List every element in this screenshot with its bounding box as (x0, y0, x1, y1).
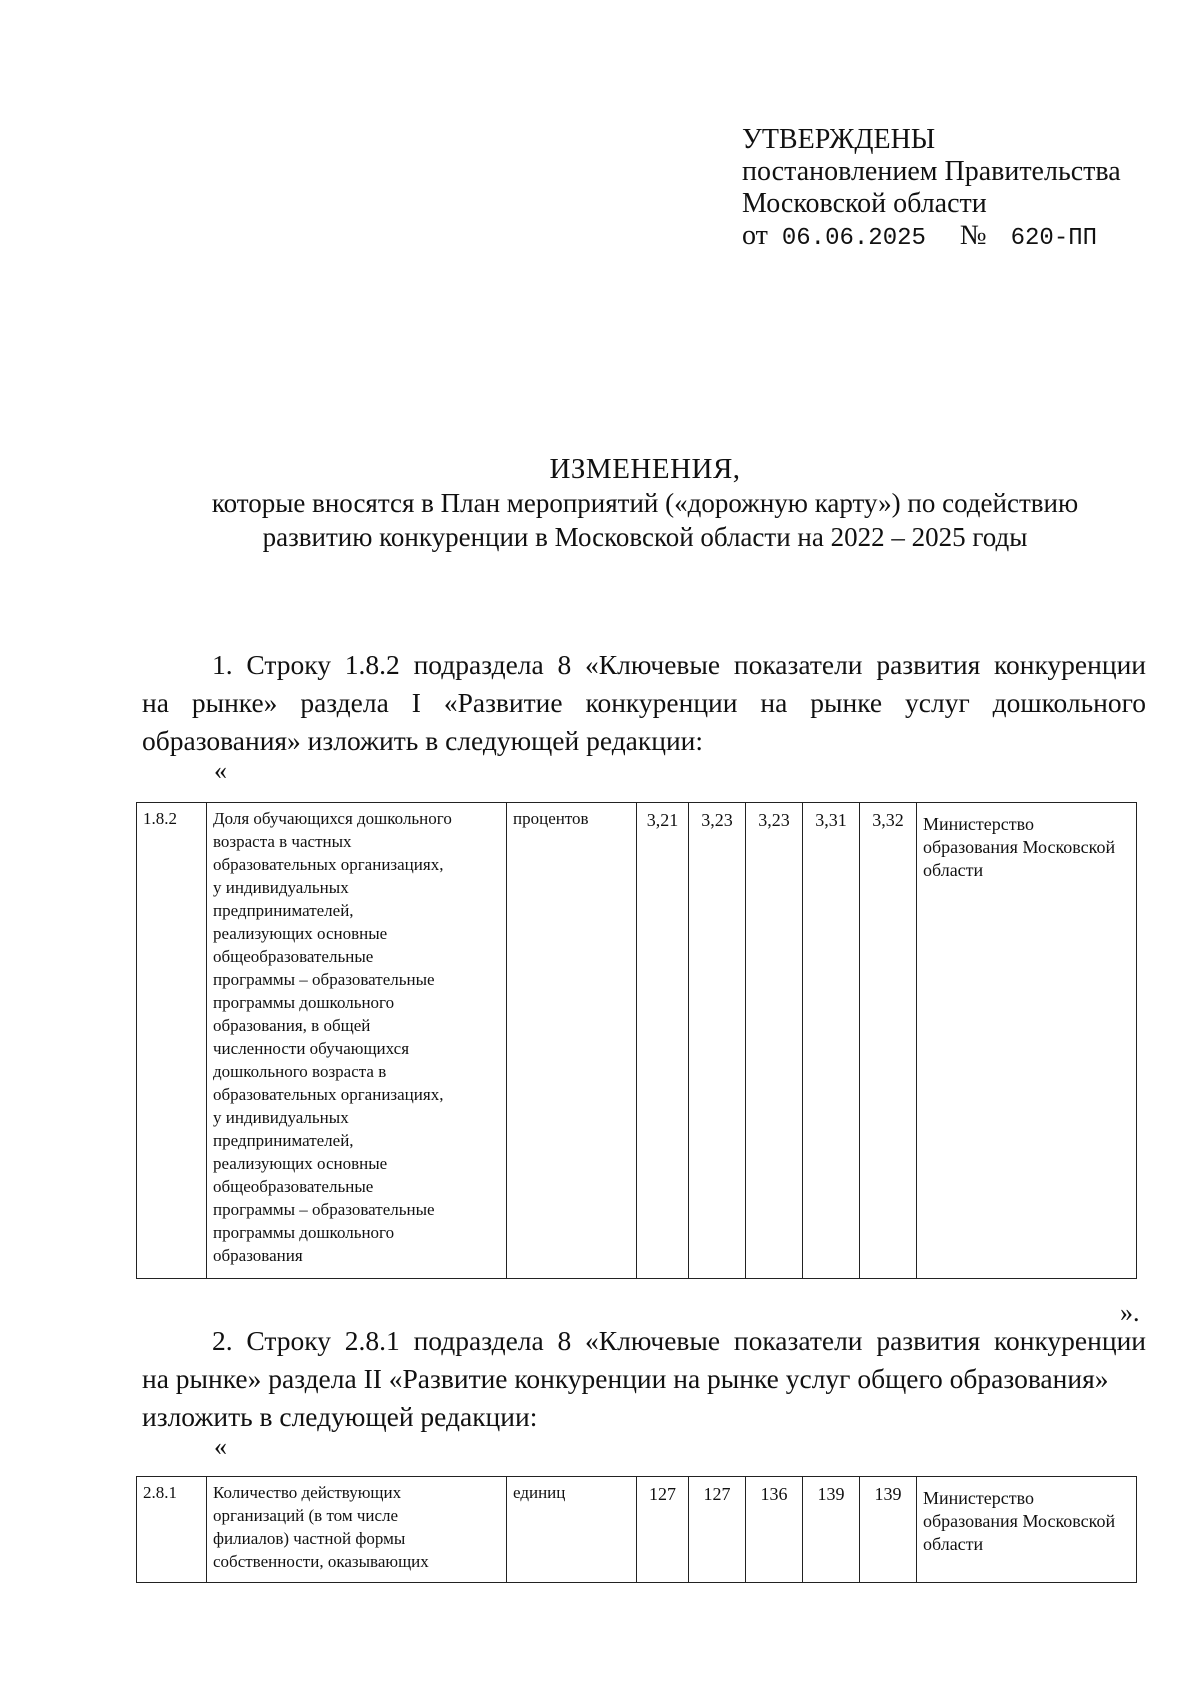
description-line: собственности, оказывающих (213, 1552, 429, 1571)
item2-line-2: на рынке» раздела II «Развитие конкуренции на рынке услуг общего образования» (142, 1363, 1109, 1394)
approval-date-line (742, 220, 1121, 255)
item1-quote-open: « (214, 756, 227, 785)
number-sign: № (959, 220, 987, 251)
title-line-1: которые вносятся в План мероприятий («дорожную карту») по содействию (211, 488, 1079, 518)
document-title (130, 452, 1160, 554)
description-line: у индивидуальных (213, 878, 349, 897)
item2-table-row (137, 1477, 1137, 1583)
description-line: программы дошкольного (213, 993, 395, 1012)
description-line: общеобразовательные (213, 947, 374, 966)
approval-block (742, 124, 1121, 255)
description-line: программы – образовательные (213, 1200, 435, 1219)
approval-word: УТВЕРЖДЕНЫ (742, 124, 936, 155)
item1-paragraph (142, 646, 1146, 760)
row-value-1: 3,21 (637, 803, 689, 1279)
row-value-2: 3,23 (689, 803, 746, 1279)
row-value-5: 139 (860, 1477, 917, 1583)
item1-quote-close: ». (1120, 1298, 1140, 1327)
description-line: реализующих основные (213, 924, 388, 943)
description-lines (213, 807, 500, 1267)
description-line: образования, в общей (213, 1016, 371, 1035)
description-lines (213, 1481, 500, 1573)
row-description (207, 1477, 507, 1583)
item1-line-2: на рынке» раздела I «Развитие конкуренции на рынке услуг дошкольного (142, 687, 1146, 718)
date-prefix: от (742, 220, 768, 251)
row-unit: единиц (507, 1477, 637, 1583)
description-line: у индивидуальных (213, 1108, 349, 1127)
approval-line-2: Московской области (742, 188, 987, 219)
description-line: программы дошкольного (213, 1223, 395, 1242)
row-value-4: 3,31 (803, 803, 860, 1279)
item2-line-3: изложить в следующей редакции: (142, 1401, 538, 1432)
description-line: численности обучающихся (213, 1039, 410, 1058)
description-line: программы – образовательные (213, 970, 435, 989)
row-value-1: 127 (637, 1477, 689, 1583)
description-line: возраста в частных (213, 832, 352, 851)
title-heading: ИЗМЕНЕНИЯ, (549, 453, 741, 485)
description-line: образовательных организациях, (213, 855, 444, 874)
description-line: организаций (в том числе (213, 1506, 399, 1525)
item1-line-3: образования» изложить в следующей редакции: (142, 725, 704, 756)
item2-table (136, 1476, 1137, 1583)
description-line: предпринимателей, (213, 901, 354, 920)
row-code: 2.8.1 (137, 1477, 207, 1583)
row-value-5: 3,32 (860, 803, 917, 1279)
row-value-3: 3,23 (746, 803, 803, 1279)
title-line-2: развитию конкуренции в Московской области на 2022 – 2025 годы (262, 522, 1028, 552)
description-line: образования (213, 1246, 303, 1265)
row-responsible: Министерство образования Московской области (917, 1477, 1137, 1583)
description-line: Количество действующих (213, 1483, 402, 1502)
approval-date: 06.06.2025 (781, 225, 926, 252)
approval-line-1: постановлением Правительства (742, 156, 1121, 187)
item2-line-1: 2. Строку 2.8.1 подраздела 8 «Ключевые показатели развития конкуренции (212, 1325, 1146, 1356)
description-line: общеобразовательные (213, 1177, 374, 1196)
item1-table (136, 802, 1137, 1279)
row-value-2: 127 (689, 1477, 746, 1583)
description-line: филиалов) частной формы (213, 1529, 406, 1548)
row-responsible: Министерство образования Московской области (917, 803, 1137, 1279)
approval-number: 620-ПП (1010, 225, 1098, 252)
description-line: дошкольного возраста в (213, 1062, 387, 1081)
row-description (207, 803, 507, 1279)
item1-table-row (137, 803, 1137, 1279)
description-line: Доля обучающихся дошкольного (213, 809, 452, 828)
row-code: 1.8.2 (137, 803, 207, 1279)
item2-paragraph (142, 1322, 1146, 1436)
row-value-3: 136 (746, 1477, 803, 1583)
description-line: реализующих основные (213, 1154, 388, 1173)
item2-quote-open: « (214, 1432, 227, 1461)
row-value-4: 139 (803, 1477, 860, 1583)
row-unit: процентов (507, 803, 637, 1279)
item1-line-1: 1. Строку 1.8.2 подраздела 8 «Ключевые показатели развития конкуренции (212, 649, 1146, 680)
description-line: предпринимателей, (213, 1131, 354, 1150)
description-line: образовательных организациях, (213, 1085, 444, 1104)
